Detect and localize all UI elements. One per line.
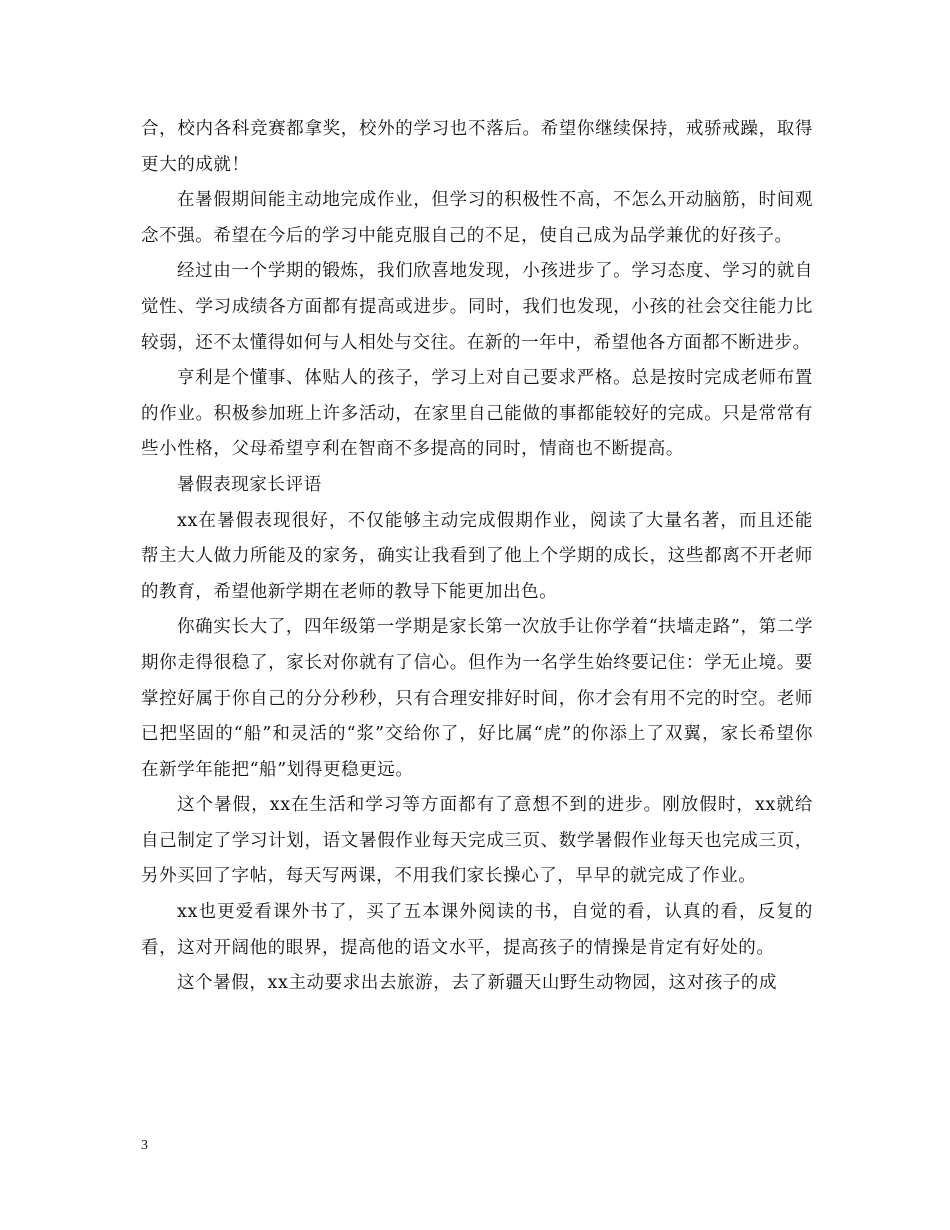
section-heading: 暑假表现家长评语 [177, 474, 322, 495]
paragraph-1: 合，校内各科竞赛都拿奖，校外的学习也不落后。希望你继续保持，戒骄戒躁，取得更大的成就！ [141, 119, 813, 175]
paragraph-2: 在暑假期间能主动地完成作业，但学习的积极性不高，不怎么开动脑筋，时间观念不强。希望在今后的学习中能克服自己的不足，使自己成为品学兼优的好孩子。 [141, 190, 813, 246]
paragraph-5: xx在暑假表现很好，不仅能够主动完成假期作业，阅读了大量名著，而且还能帮主大人做力所能及的家务，确实让我看到了他上个学期的成长，这些都离不开老师的教育，希望他新学期在老师的教导下能更加出色。 [141, 510, 813, 602]
document-body [141, 112, 813, 1002]
paragraph-6: 你确实长大了，四年级第一学期是家长第一次放手让你学着“扶墙走路”，第二学期你走得很稳了，家长对你就有了信心。但作为一名学生始终要记住：学无止境。要掌控好属于你自己的分分秒秒，只有合理安排好时间，你才会有用不完的时空。老师已把坚固的“船”和灵活的“浆”交给你了，好比属“虎”的你添上了双翼，家长希望你在新学年能把“船”划得更稳更远。 [141, 617, 813, 780]
paragraph-9: 这个暑假，xx主动要求出去旅游，去了新疆天山野生动物园，这对孩子的成 [177, 973, 778, 994]
paragraph-7: 这个暑假，xx在生活和学习等方面都有了意想不到的进步。刚放假时，xx就给自己制定了学习计划，语文暑假作业每天完成三页、数学暑假作业每天也完成三页，另外买回了字帖，每天写两课，不用我们家长操心了，早早的就完成了作业。 [141, 795, 813, 887]
paragraph-4: 亨利是个懂事、体贴人的孩子，学习上对自己要求严格。总是按时完成老师布置的作业。积极参加班上许多活动，在家里自己能做的事都能较好的完成。只是常常有些小性格，父母希望亨利在智商不多提高的同时，情商也不断提高。 [141, 368, 813, 460]
paragraph-3: 经过由一个学期的锻炼，我们欣喜地发现，小孩进步了。学习态度、学习的就自觉性、学习成绩各方面都有提高或进步。同时，我们也发现，小孩的社会交往能力比较弱，还不太懂得如何与人相处与交往。在新的一年中，希望他各方面都不断进步。 [141, 261, 813, 353]
page-number: 3 [141, 1138, 148, 1153]
paragraph-8: xx也更爱看课外书了，买了五本课外阅读的书，自觉的看，认真的看，反复的看，这对开阔他的眼界，提高他的语文水平，提高孩子的情操是肯定有好处的。 [141, 902, 813, 958]
